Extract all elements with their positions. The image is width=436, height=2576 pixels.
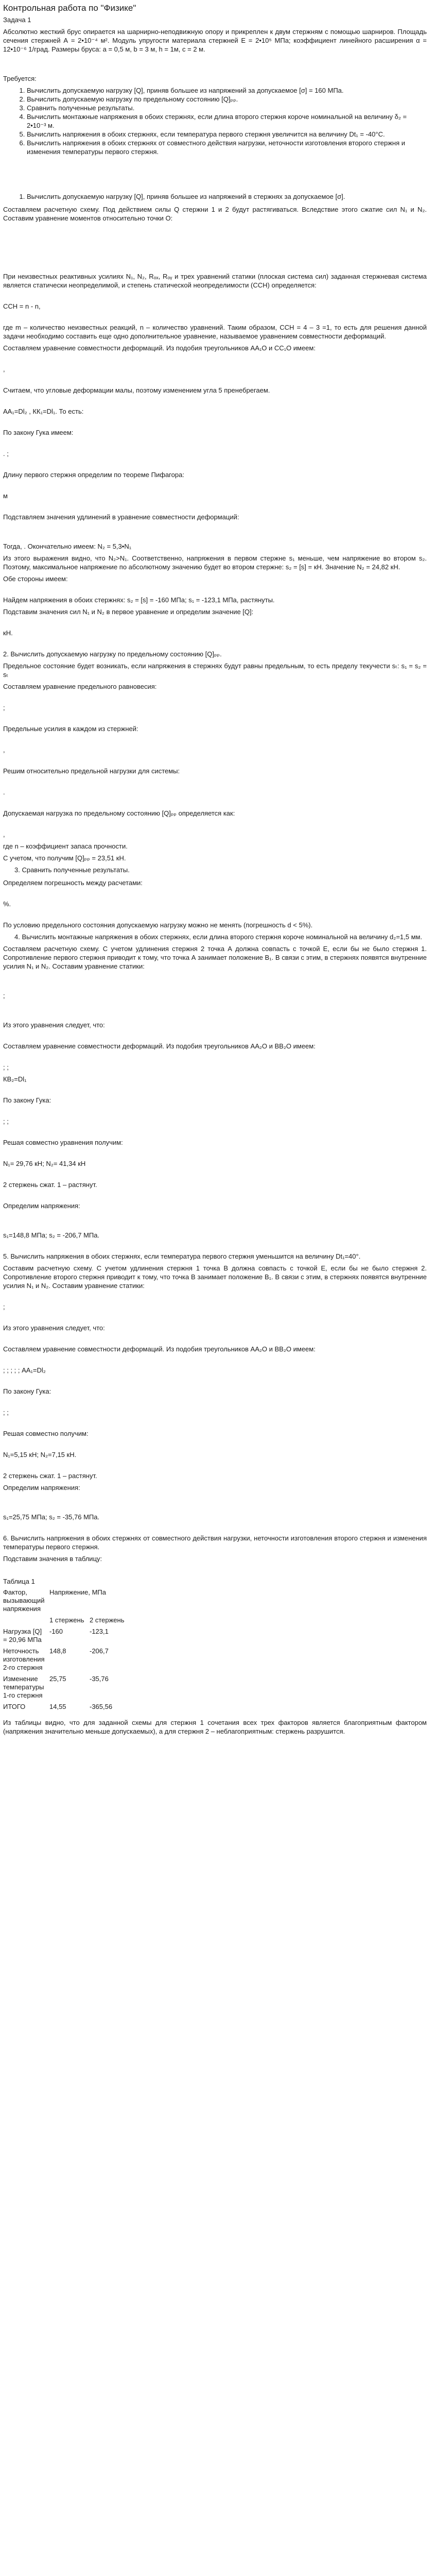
section-1-paragraph: Длину первого стержня определим по теореме Пифагора: — [3, 471, 184, 479]
table-subheader-row — [3, 1615, 149, 1626]
section-1-paragraph: Составляем расчетную схему. Под действием силы Q стержни 1 и 2 будут растягиваться. Вследствие этого сжатие сил N₁ и N₂. Составим уравнение моментов относительно точки О: — [3, 206, 427, 222]
table-header-cell: Фактор, вызывающий напряжения — [3, 1588, 45, 1613]
section-2-paragraph: где n – коэффициент запаса прочности. — [3, 842, 128, 850]
table-cell: -365,56 — [90, 1703, 113, 1710]
section-4-paragraph: По закону Гука: — [3, 1096, 51, 1104]
formula: ССН = n - n, — [3, 302, 41, 310]
formula: . ; — [3, 450, 9, 457]
table-cell: -160 — [49, 1628, 63, 1635]
section-3-heading-list — [3, 866, 427, 874]
table-cell: 14,55 — [49, 1703, 66, 1710]
page-title: Контрольная работа по "Физике" — [3, 3, 136, 13]
section-1-heading: 1. Вычислить допускаемую нагрузку [Q], приняв большее из напряжений в стержнях за допускаемое [σ]. — [27, 192, 427, 201]
formula: , — [3, 365, 5, 373]
section-2-heading: 2. Вычислить допускаемую нагрузку по предельному состоянию [Q]ₚₚ. — [3, 650, 222, 658]
table-subheader-cell: 1 стержень — [49, 1616, 84, 1624]
section-3-paragraph: По условию предельного состояния допускаемую нагрузку можно не менять (погрешность d < 5%). — [3, 921, 313, 929]
requirement-item: 3. Сравнить полученные результаты. — [27, 104, 427, 112]
formula: ; ; — [3, 1063, 9, 1071]
section-2-paragraph: Допускаемая нагрузка по предельному состоянию [Q]ₚₚ определяется как: — [3, 809, 235, 817]
section-1-heading-list — [3, 192, 427, 201]
section-5-paragraph: Определим напряжения: — [3, 1484, 80, 1492]
table-cell: Нагрузка [Q] = 20,96 МПа — [3, 1628, 42, 1643]
table-row — [3, 1674, 149, 1702]
section-5-paragraph: Решая совместно получим: — [3, 1430, 89, 1437]
section-2-paragraph: С учетом, что получим [Q]ₚₚ = 23,51 кН. — [3, 854, 126, 862]
table-cell: 25,75 — [49, 1675, 66, 1683]
table-cell: -206,7 — [90, 1647, 109, 1655]
formula: s₁=25,75 МПа; s₂ = -35,76 МПа. — [3, 1513, 100, 1521]
section-2-paragraph: Решим относительно предельной нагрузки для системы: — [3, 767, 180, 775]
formula: , — [3, 746, 5, 754]
formula: ; ; — [3, 1409, 9, 1416]
section-2-paragraph: Предельные усилия в каждом из стержней: — [3, 725, 138, 733]
section-6-heading: 6. Вычислить напряжения в обоих стержнях от совместного действия нагрузки, неточности изготовления второго стержня и изменения температуры первого стержня. — [3, 1534, 427, 1551]
table-subheader-cell: 2 стержень — [90, 1616, 125, 1624]
section-5-paragraph: Составим расчетную схему. С учетом удлинения стержня 1 точка В должна совпасть с точкой Е, если бы не было стержня 2. Сопротивление второго стержня приводит к тому, что точка В занимает положение В₁. В связи с этим, в стержнях появятся внутренние усилия N₁ и N₂. Составим уравнение статики: — [3, 1264, 427, 1290]
section-4-paragraph: 2 стержень сжат. 1 – растянут. — [3, 1181, 97, 1189]
requirement-item: 4. Вычислить монтажные напряжения в обоих стержнях, если длина второго стержня короче номинальной на величину δ₂ = 2•10⁻³ м. — [27, 112, 427, 130]
formula: ; — [3, 1303, 5, 1311]
table-cell: 148,8 — [49, 1647, 66, 1655]
task-label: Задача 1 — [3, 16, 31, 24]
table-cell: Изменение температуры 1-го стержня — [3, 1675, 44, 1699]
table-header-row — [3, 1587, 149, 1615]
section-5-paragraph: Составляем уравнение совместности деформаций. Из подобия треугольников АА₂О и ВВ₂О имеем: — [3, 1345, 316, 1353]
formula: ; — [3, 992, 5, 999]
formula: ; ; — [3, 1117, 9, 1125]
section-5-paragraph: По закону Гука: — [3, 1387, 51, 1395]
formula: , — [3, 831, 5, 838]
section-4-paragraph: Решая совместно уравнения получим: — [3, 1139, 123, 1146]
results-table — [3, 1587, 149, 1713]
formula: ; — [3, 704, 5, 711]
section-1-paragraph: Подставим значения сил N₁ и N₂ в первое уравнение и определим значение [Q]: — [3, 608, 254, 616]
table-cell: ИТОГО — [3, 1703, 26, 1710]
figure-space — [3, 226, 427, 272]
formula: КВ₂=Dl₁ — [3, 1075, 27, 1083]
table-header-cell: Напряжение, МПа — [49, 1588, 107, 1596]
section-1-paragraph: Из этого выражения видно, что N₂>N₁. Соответственно, напряжения в первом стержне s₁ меньше, чем напряжение во втором s₂. Поэтому, максимальное напряжение по абсолютному значению будет во втором стержне: s₂ = [s] = кН. Значение N₂ = 24,82 кН. — [3, 554, 427, 571]
section-6-paragraph: Подставим значения в таблицу: — [3, 1555, 102, 1563]
figure-space — [3, 57, 427, 74]
requirement-item: 6. Вычислить напряжения в обоих стержнях от совместного действия нагрузки, неточности изготовления второго стержня и изменения температуры первого стержня. — [27, 139, 427, 156]
section-4-paragraph: Из этого уравнения следует, что: — [3, 1021, 105, 1029]
section-2-paragraph: Составляем уравнение предельного равновесия: — [3, 683, 157, 690]
section-5-paragraph: 2 стержень сжат. 1 – растянут. — [3, 1472, 97, 1480]
section-3-paragraph: Определяем погрешность между расчетами: — [3, 879, 143, 887]
table-cell: Неточность изготовления 2-го стержня — [3, 1647, 45, 1671]
formula: %. — [3, 900, 11, 908]
table-row — [3, 1626, 149, 1646]
section-1-paragraph: Обе стороны имеем: — [3, 575, 68, 583]
section-4-paragraph: Составляем уравнение совместности деформаций. Из подобия треугольников АА₂О и ВВ₂О имеем: — [3, 1042, 316, 1050]
table-row — [3, 1646, 149, 1674]
figure-space — [3, 160, 427, 191]
formula: кН. — [3, 629, 13, 637]
section-1-paragraph: При неизвестных реактивных усилиях N₁, N₂, Rₒₓ, Rₒᵧ и трех уравнений статики (плоская система сил) заданная стержневая система является статически неопределимой, и степень статической неопределимости (ССН) определяется: — [3, 273, 427, 289]
table-title: Таблица 1 — [3, 1578, 35, 1585]
requirement-item: 1. Вычислить допускаемую нагрузку [Q], приняв большее из напряжений за допускаемое [σ] = 160 МПа. — [27, 86, 427, 95]
formula: s₁=148,8 МПа; s₂ = -206,7 МПа. — [3, 1231, 100, 1239]
section-1-paragraph: По закону Гука имеем: — [3, 429, 74, 436]
section-5-paragraph: Из этого уравнения следует, что: — [3, 1324, 105, 1332]
conclusion-paragraph: Из таблицы видно, что для заданной схемы для стержня 1 сочетания всех трех факторов является благоприятным фактором (напряжения значительно меньше допускаемых), а для стержня 2 – неблагоприятным: стержень разрушится. — [3, 1719, 427, 1735]
formula: . — [3, 788, 5, 796]
table-cell: -123,1 — [90, 1628, 109, 1635]
requirement-item: 2. Вычислить допускаемую нагрузку по предельному состоянию [Q]ₚₚ. — [27, 95, 427, 104]
requirements-list — [3, 86, 427, 156]
formula: АА₁=Dl₂ , КК₁=Dl₁. То есть: — [3, 408, 84, 415]
section-4-paragraph: Составляем расчетную схему. С учетом удлинения стержня 2 точка А должна совпасть с точкой Е, если бы не было стержня 1. Сопротивление первого стержня приводит к тому, что точка А занимает положение В₁. В связи с этим, в стержнях появятся внутренние усилия N₁ и N₂. Составим уравнение статики: — [3, 945, 427, 970]
section-1-paragraph: где m – количество неизвестных реакций, n – количество уравнений. Таким образом, ССН = 4 – 3 =1, то есть для решения данной задачи необходимо составить еще одно дополнительное уравнение, называемое уравнением совместности деформаций. — [3, 324, 427, 340]
section-4-heading: 4. Вычислить монтажные напряжения в обоих стержнях, если длина второго стержня короче номинальной на величину d₂=1,5 мм. — [14, 933, 423, 941]
section-5-paragraph: 5. Вычислить напряжения в обоих стержнях, если температура первого стержня уменьшится на величину Dt₁=40°. — [3, 1252, 361, 1260]
section-1-paragraph: Подставляем значения удлинений в уравнение совместности деформаций: — [3, 513, 239, 521]
section-2-paragraph: Предельное состояние будет возникать, если напряжения в стержнях будут равны предельным, то есть пределу текучести sₜ: s₁ = s₂ = sₜ — [3, 662, 427, 679]
requirement-item: 5. Вычислить напряжения в обоих стержнях, если температура первого стержня увеличится на величину Dt₁ = -40°С. — [27, 130, 427, 139]
formula: м — [3, 492, 8, 500]
section-1-paragraph: Считаем, что угловые деформации малы, поэтому изменением угла 5 пренебрегаем. — [3, 386, 270, 394]
formula: N₁=5,15 кН; N₂=7,15 кН. — [3, 1451, 77, 1459]
section-1-paragraph: Составляем уравнение совместности деформаций. Из подобия треугольников АА₁О и СС₁О имеем: — [3, 344, 316, 352]
table-cell: -35,76 — [90, 1675, 109, 1683]
section-1-paragraph: Найдем напряжения в обоих стержнях: s₂ = [s] = -160 МПа; s₁ = -123,1 МПа, растянуты. — [3, 596, 275, 604]
section-3-heading: 3. Сравнить полученные результаты. — [14, 866, 130, 874]
table-row — [3, 1702, 149, 1713]
problem-text: Абсолютно жесткий брус опирается на шарнирно-неподвижную опору и прикреплен к двум стержням с помощью шарниров. Площадь сечения стержней А = 2•10⁻⁴ м². Модуль упругости материала стержней Е = 2•10⁵ МПа; коэффициент линейного расширения α = 12•10⁻⁶ 1/град. Размеры бруса: а = 0,5 м, b = 3 м, h = 1м, с = 2 м. — [3, 28, 427, 53]
table-subheader-cell — [3, 1615, 49, 1626]
formula: N₁= 29,76 кН; N₂= 41,34 кН — [3, 1160, 86, 1167]
formula: Тогда, . Окончательно имеем: N₂ = 5,3•N₁ — [3, 543, 132, 550]
formula: ; ; ; ; ; АА₁=Dl₂ — [3, 1366, 46, 1374]
section-4-paragraph: Определим напряжения: — [3, 1202, 80, 1210]
required-label: Требуется: — [3, 75, 37, 82]
